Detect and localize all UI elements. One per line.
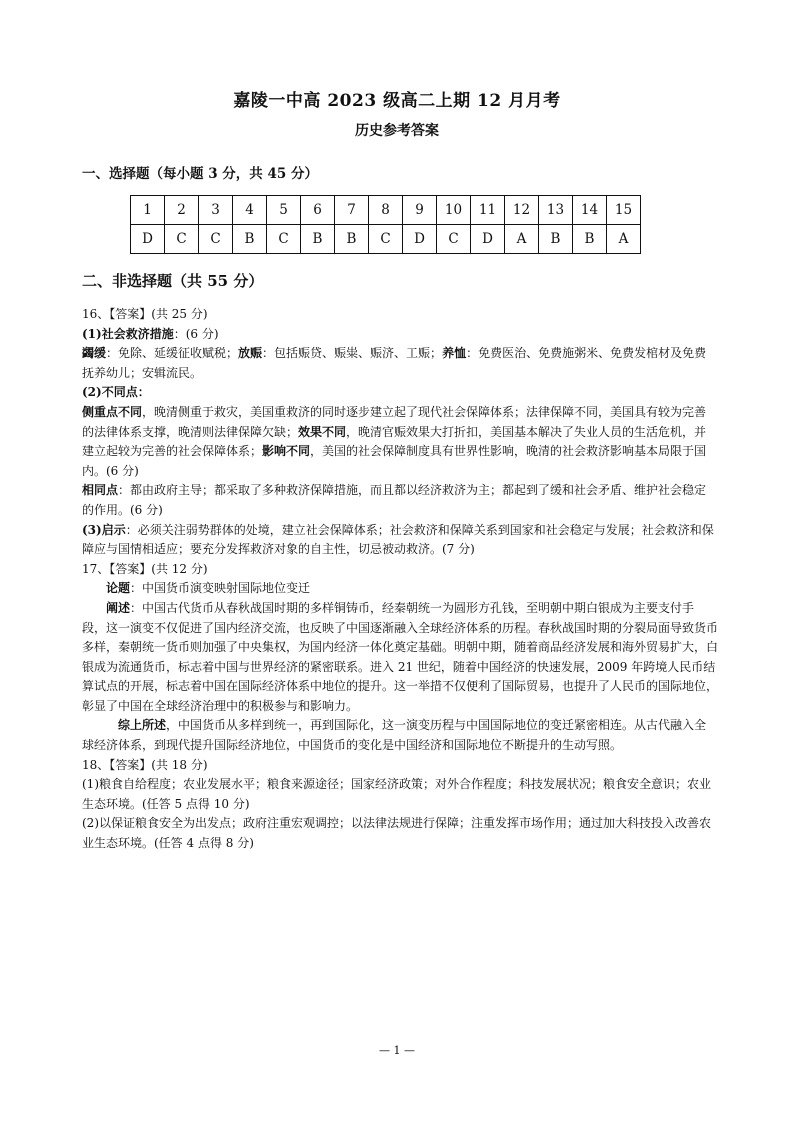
summary-label: 综上所述 [118,718,167,733]
page-title: 嘉陵一中高 2023 级高二上期 12 月月考 [233,91,561,111]
answer-cell: A [505,225,539,254]
answer-cell: D [131,225,165,254]
term-text: ：包括赈贷、赈粜、赈济、工赈； [262,346,443,361]
q18-part1: (1)粮食自给程度；农业发展水平；粮食来源途径；国家经济政策；对外合作程度；科技发展状况；粮食安全意识；农业生态环境。(任答 5 点得 10 分) [82,777,712,811]
question-number: 3 [199,196,233,225]
term-effect: 效果不同 [298,424,347,439]
term-text: ：免费医治、免费施粥米、免费发棺材及免费抚养幼儿；安辑流民。 [82,346,707,380]
q16-part1-label: (1)社会救济措施 [82,326,174,341]
q17-elaboration [82,599,718,717]
answer-cell: D [403,225,437,254]
summary-text: ，中国货币从多样到统一，再到国际化，这一演变历程与中国国际地位的变迁紧密相连。从古代融入全球经济体系，到现代提升国际经济地位，中国货币的变化是中国经济和国际地位不断提升的生动写照。 [82,718,707,753]
term-text: ，晚清侧重于救灾，美国重救济的同时逐步建立起了现代社会保障体系；法律保障不同，美国具有较为完善的法律体系支撑，晚清则法律保障欠缺； [82,404,707,439]
answer-cell: C [199,225,233,254]
term-impact: 影响不同 [262,444,311,459]
q16-measures-paragraph [82,344,718,383]
answer-cell: B [335,225,369,254]
q16-insights-paragraph [82,521,718,560]
term-text: ：必须关注弱势群体的处境，建立社会保障体系；社会救济和保障关系到国家和社会稳定与发展；社会救济和保障应与国情相适应；要充分发挥救济对象的自主性，切忌被动救济。(7 分) [82,522,714,557]
q17-header: 17、【答案】(共 12 分) [82,561,208,576]
answer-cell: B [573,225,607,254]
question-number: 5 [267,196,301,225]
question-number-row [131,196,641,225]
answer-table [130,195,641,254]
answer-body [82,305,718,854]
term-focus: 侧重点不同 [82,404,143,419]
question-number: 7 [335,196,369,225]
q16-part1-score: ：(6 分) [173,326,219,341]
answer-cell: C [267,225,301,254]
q17-thesis [82,579,718,599]
question-number: 11 [471,196,505,225]
question-number: 15 [607,196,641,225]
q16-similarities-paragraph [82,481,718,520]
term-text: ，美国的社会保障制度具有世界性影响，晚清的社会救济影响基本局限于国内。(6 分) [82,444,707,478]
term-juanhuan: 蠲缓 [82,346,107,361]
term-similarities: 相同点 [82,483,119,498]
q16-differences-paragraph [82,403,718,481]
question-number: 9 [403,196,437,225]
thesis-text: ：中国货币演变映射国际地位变迁 [130,581,311,596]
q17-summary [82,716,718,755]
answer-cell: A [607,225,641,254]
elaboration-text: ：中国古代货币从春秋战国时期的多样铜铸币，经秦朝统一为圆形方孔钱，至明朝中期白银成为主要支付手段，这一演变不仅促进了国内经济交流，也反映了中国逐渐融入全球经济体系的历程。春秋战国时期的分裂局面导致货币多样，秦朝统一货币则加强了中央集权，为国内经济一体化奠定基础。明朝中期，随着商品经济发展和海外贸易扩大，白银成为流通货币，标志着中国与世界经济的紧密联系。进入 21 世纪，随着中国经济的快速发展，2009 年跨境人民币结算试点的开展，标志着中国在国际经济体系中地位的提升。这一举措不仅便利了国际贸易，也提升了人民币的国际地位，彰显了中国在全球经济治理中的积极参与和影响力。 [82,600,719,713]
answer-cell: D [471,225,505,254]
section-2-heading: 二、非选择题（共 55 分） [82,272,264,290]
question-number: 12 [505,196,539,225]
q18-header: 18、【答案】(共 18 分) [82,757,208,772]
answer-cell: C [437,225,471,254]
q18-part2: (2)以保证粮食安全为出发点；政府注重宏观调控；以法律法规进行保障；注重发挥市场作用；通过加大科技投入改善农业生态环境。(任答 4 点得 8 分) [82,816,712,851]
question-number: 2 [165,196,199,225]
question-number: 4 [233,196,267,225]
term-yangxu: 养恤 [442,346,467,361]
page-subtitle: 历史参考答案 [355,123,439,139]
elaboration-label: 阐述 [106,600,131,615]
answer-cell: C [369,225,403,254]
thesis-label: 论题 [106,581,131,596]
term-fangzhen: 放赈 [238,346,263,361]
question-number: 8 [369,196,403,225]
term-text: ：都由政府主导；都采取了多种救济保障措施，而且都以经济救济为主；都起到了缓和社会矛盾、维护社会稳定的作用。(6 分) [82,483,707,517]
q16-part2-heading [82,383,718,403]
answer-row [131,225,641,254]
answer-cell: C [165,225,199,254]
answer-cell: B [539,225,573,254]
term-insights: (3)启示 [82,522,126,537]
page-number: — 1 — [379,1044,415,1057]
section-1-heading: 一、选择题（每小题 3 分，共 45 分） [82,166,318,182]
answer-cell: B [233,225,267,254]
q16-header: 16、【答案】(共 25 分) [82,307,208,321]
answer-cell: B [301,225,335,254]
term-text: ，晚清官赈效果大打折扣，美国基本解决了失业人员的生活危机，并建立起较为完善的社会保障体系； [82,424,707,459]
question-number: 6 [301,196,335,225]
term-text: ：免除、延缓征收赋税； [106,346,239,361]
q16-part1-heading [82,325,718,345]
question-number: 1 [131,196,165,225]
question-number: 10 [437,196,471,225]
question-number: 14 [573,196,607,225]
question-number: 13 [539,196,573,225]
q16-part2-label: (2)不同点： [82,385,150,400]
